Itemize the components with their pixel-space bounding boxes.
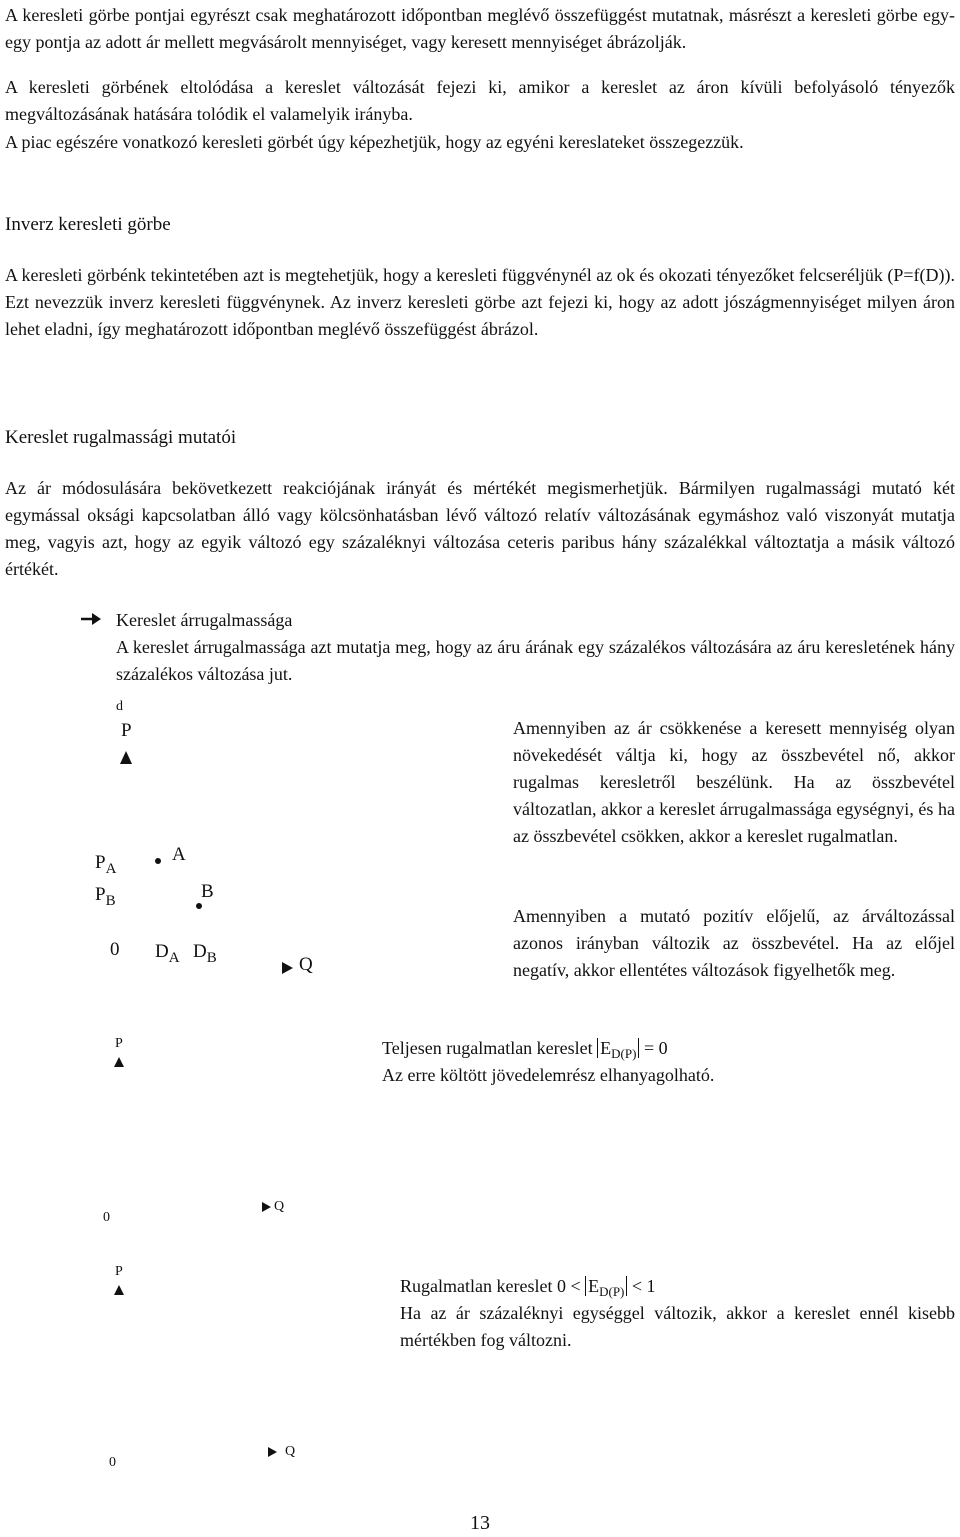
q-axis-arrow-icon: [282, 962, 293, 974]
side-paragraph-1: Amennyiben az ár csökkenése a keresett mennyiség olyan növekedését váltja ki, hogy az összbevétel nő, akkor rugalmas keresletről beszélünk. Ha az összbevétel változatlan, akkor a kereslet árrugalmassága egységnyi, és ha az összbevétel csökken, akkor a kereslet rugalmatlan.: [513, 718, 955, 846]
inverse-paragraph: A keresleti görbénk tekintetében azt is megtehetjük, hogy a keresleti függvénynél az ok és okozati tényezőket felcseréljük (P=f(D)). Ezt nevezzük inverz keresleti függvénynek. Az inverz keresleti görbe azt fejezi ki, hogy az adott jószágmennyiséget milyen áron lehet eladni, így meghatározott időpontban meglévő összefüggést ábrázol.: [5, 265, 955, 339]
point-b-label: B: [201, 881, 214, 902]
diagram-d-label: d: [116, 699, 123, 714]
perfectly-inelastic-formula: Teljesen rugalmatlan kereslet $E_{D(P)} = 0$: [382, 1038, 668, 1061]
diagram2-p-axis-label: P: [115, 1036, 123, 1051]
intro-paragraph-1: A keresleti görbe pontjai egyrészt csak meghatározott időpontban meglévő összefüggést mutatnak, másrészt a keresleti görbe egy-egy pontja az adott ár mellett megvásárolt mennyiséget, vagy keresett mennyiséget ábrázolják.: [5, 5, 955, 52]
intro-paragraph-3: A piac egészére vonatkozó keresleti görbét úgy képezhetjük, hogy az egyéni kereslateket összegezzük.: [5, 132, 744, 152]
price-elasticity-title: Kereslet árrugalmassága: [116, 610, 293, 630]
bullet-arrow-icon: [80, 612, 102, 626]
diagram-q-axis-label: Q: [299, 954, 313, 975]
diagram3-p-axis-label: P: [115, 1264, 123, 1279]
side-paragraph-2: Amennyiben a mutató pozitív előjelű, az árváltozással azonos irányban változik az összbevétel. Ha az előjel negatív, akkor ellentétes változások figyelhetők meg.: [513, 906, 955, 980]
section-heading-elasticity: Kereslet rugalmassági mutatói: [5, 427, 237, 448]
inelastic-note: Ha az ár százaléknyi egységgel változik, akkor a kereslet ennél kisebb mértékben fog változni.: [400, 1303, 955, 1350]
elasticity-paragraph: Az ár módosulására bekövetkezett reakciójának irányát és mértékét megismerhetjük. Bármilyen rugalmassági mutató két egymással oksági kapcsolatban álló vagy kölcsönhatásban lévő változó relatív változásának egymáshoz való viszonyát mutatja meg, vagyis azt, hogy az egyik változó egy százaléknyi változása ceteris paribus hány százalékkal változtatja a másik változó értékét.: [5, 478, 955, 579]
diagram2-q-axis-arrow-icon: [262, 1202, 271, 1212]
diagram-pb-label: $P_B$: [95, 884, 116, 909]
diagram2-q-axis-label: Q: [274, 1199, 285, 1214]
diagram-db-label: $D_B$: [193, 941, 217, 966]
intro-paragraph-2: A keresleti görbének eltolódása a kereslet változását fejezi ki, amikor a kereslet az áron kívüli befolyásoló tényezők megváltozásának hatására tolódik el valamelyik irányba.: [5, 77, 955, 124]
diagram2-origin-label: 0: [103, 1210, 110, 1225]
diagram3-q-axis-label: Q: [285, 1444, 296, 1459]
diagram-p-axis-label: P: [121, 720, 132, 741]
diagram-origin-label: 0: [110, 939, 120, 960]
point-a-dot: [155, 858, 161, 864]
diagram-da-label: $D_A$: [155, 941, 180, 966]
price-elasticity-definition: A kereslet árrugalmassága azt mutatja meg, hogy az áru árának egy százalékos változására az áru keresletének hány százalékos változása jut.: [116, 637, 955, 684]
point-a-label: A: [172, 844, 186, 865]
inelastic-formula: Rugalmatlan kereslet $0 < E_{D(P)} < 1$: [400, 1276, 656, 1299]
perfectly-inelastic-note: Az erre költött jövedelemrész elhanyagolható.: [382, 1065, 715, 1085]
diagram3-p-axis-arrow-icon: [114, 1285, 124, 1295]
diagram3-q-axis-arrow-icon: [268, 1447, 277, 1457]
diagram2-p-axis-arrow-icon: [114, 1057, 124, 1067]
diagram-pa-label: $P_A$: [95, 852, 117, 877]
page-number: 13: [470, 1512, 490, 1534]
section-heading-inverse: Inverz keresleti görbe: [5, 214, 171, 235]
diagram3-origin-label: 0: [109, 1455, 116, 1470]
p-axis-arrow-icon: [120, 751, 132, 764]
point-b-dot: [196, 903, 202, 909]
